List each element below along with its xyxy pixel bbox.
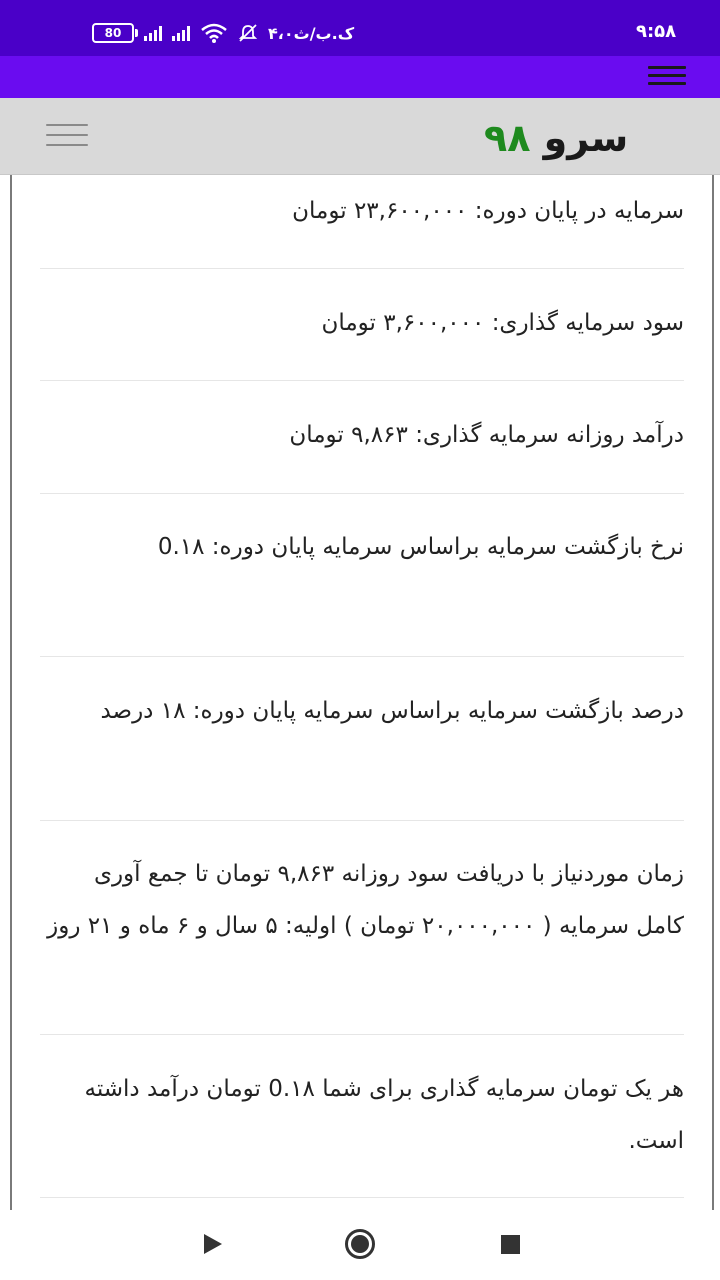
bell-muted-icon <box>238 23 258 43</box>
result-return-rate <box>40 521 684 573</box>
signal-icon-2 <box>172 25 190 41</box>
result-daily-income <box>40 409 684 461</box>
site-logo[interactable] <box>484 114 628 162</box>
result-label: سود سرمایه گذاری: <box>491 310 684 336</box>
logo-word: سرو <box>543 116 629 160</box>
divider <box>40 380 684 381</box>
header-menu-icon[interactable] <box>46 124 88 148</box>
site-header <box>0 98 720 175</box>
triangle-play-icon[interactable] <box>204 1234 222 1254</box>
result-final-capital <box>40 185 684 237</box>
result-payback-time: زمان موردنیاز با دریافت سود روزانه ۹,۸۶۳ تومان تا جمع آوری کامل سرمایه ( ۲۰,۰۰۰,۰۰۰ تومان ) اولیه: ۵ سال و ۶ ماه و ۲۱ روز <box>47 861 684 939</box>
result-label: درآمد روزانه سرمایه گذاری: <box>415 422 684 448</box>
result-label: درصد بازگشت سرمایه براساس سرمایه پایان دوره: <box>192 698 684 724</box>
result-value: ۳,۶۰۰,۰۰۰ تومان <box>321 310 485 336</box>
battery-icon <box>92 23 134 43</box>
result-label: نرخ بازگشت سرمایه براساس سرمایه پایان دوره: <box>211 534 684 560</box>
divider <box>40 1197 684 1198</box>
results-panel <box>10 175 714 1210</box>
app-bar <box>0 56 720 98</box>
network-speed: ۴،۰ک.ب/ث <box>268 23 355 43</box>
system-nav-bar <box>0 1210 720 1280</box>
result-income-per-toman: هر یک تومان سرمایه گذاری برای شما 0.۱۸ تومان درآمد داشته است. <box>84 1076 684 1154</box>
square-icon[interactable] <box>501 1235 520 1254</box>
result-value: ۹,۸۶۳ تومان <box>289 422 408 448</box>
result-investment-profit <box>40 297 684 349</box>
status-bar <box>0 0 720 56</box>
signal-icon <box>144 25 162 41</box>
result-value: ۱۸ درصد <box>100 698 186 724</box>
hamburger-menu-icon[interactable] <box>648 66 686 88</box>
circle-icon[interactable] <box>345 1229 375 1259</box>
logo-number: ۹۸ <box>484 116 531 160</box>
divider <box>40 268 684 269</box>
status-time: ۹:۵۸ <box>636 21 677 42</box>
result-value: ۲۳,۶۰۰,۰۰۰ تومان <box>292 198 468 224</box>
divider <box>40 1034 684 1035</box>
battery-level: 80 <box>104 26 122 40</box>
result-label: سرمایه در پایان دوره: <box>474 198 684 224</box>
result-return-percent <box>40 685 684 737</box>
result-value: 0.۱۸ <box>157 534 205 560</box>
divider <box>40 656 684 657</box>
divider <box>40 493 684 494</box>
divider <box>40 820 684 821</box>
status-indicators <box>92 18 354 48</box>
wifi-icon <box>200 23 228 43</box>
